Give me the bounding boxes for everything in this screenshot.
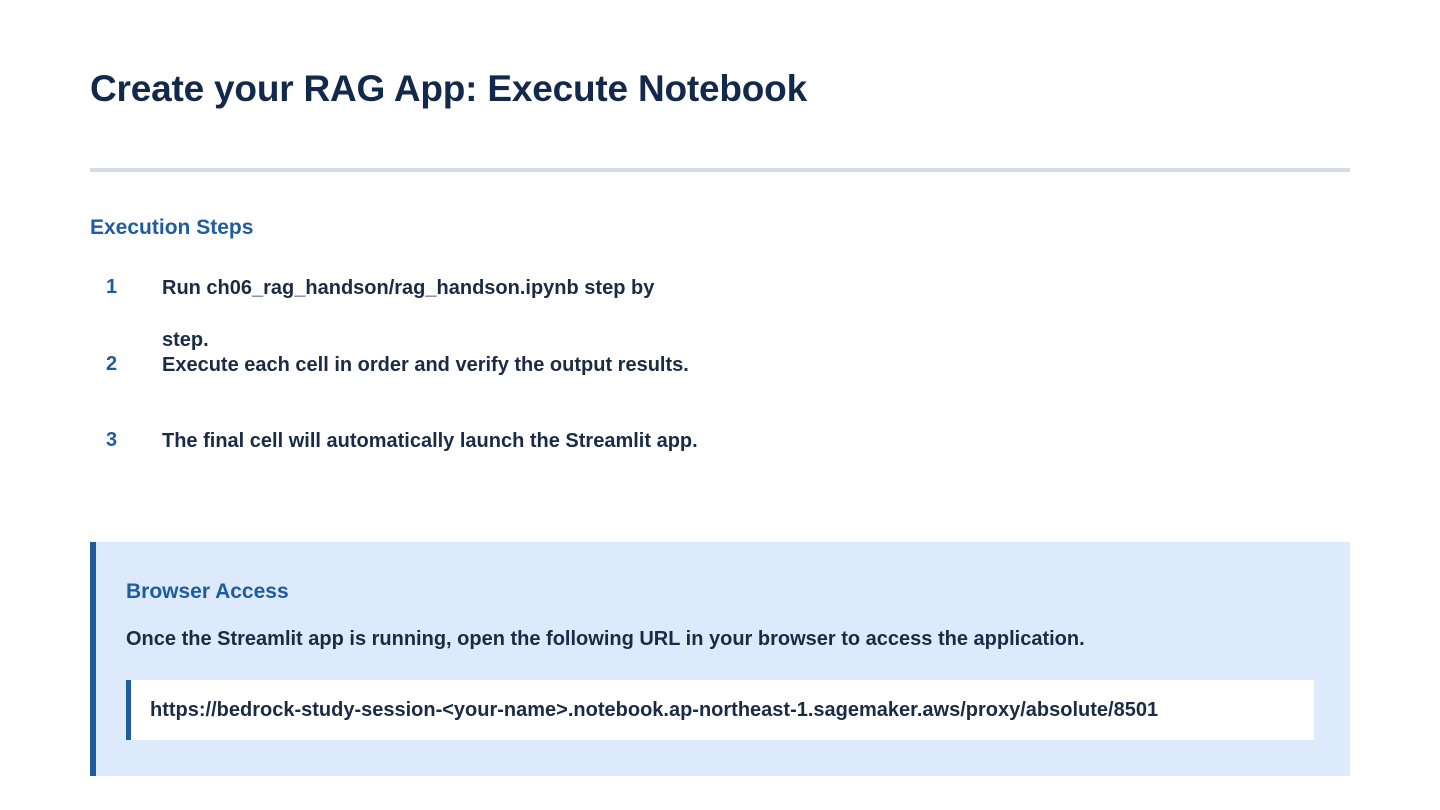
step-text: Run ch06_rag_handson/rag_handson.ipynb step by step. [162,277,655,351]
app-url[interactable]: https://bedrock-study-session-<your-name>.notebook.ap-northeast-1.sagemaker.aws/proxy/absolute/8501 [150,699,1159,721]
url-box [126,680,1314,740]
step-number: 3 [106,429,118,451]
step-number: 2 [106,353,118,375]
section-heading-execution-steps: Execution Steps [90,216,254,239]
callout-body: Once the Streamlit app is running, open the following URL in your browser to access the application. [126,628,1085,650]
browser-access-callout [90,542,1350,776]
step-number: 1 [106,276,118,298]
callout-title: Browser Access [126,580,289,603]
page-title: Create your RAG App: Execute Notebook [90,68,807,109]
step-text: The final cell will automatically launch the Streamlit app. [162,430,698,452]
title-divider [90,168,1350,172]
step-text: Execute each cell in order and verify the output results. [162,354,689,376]
